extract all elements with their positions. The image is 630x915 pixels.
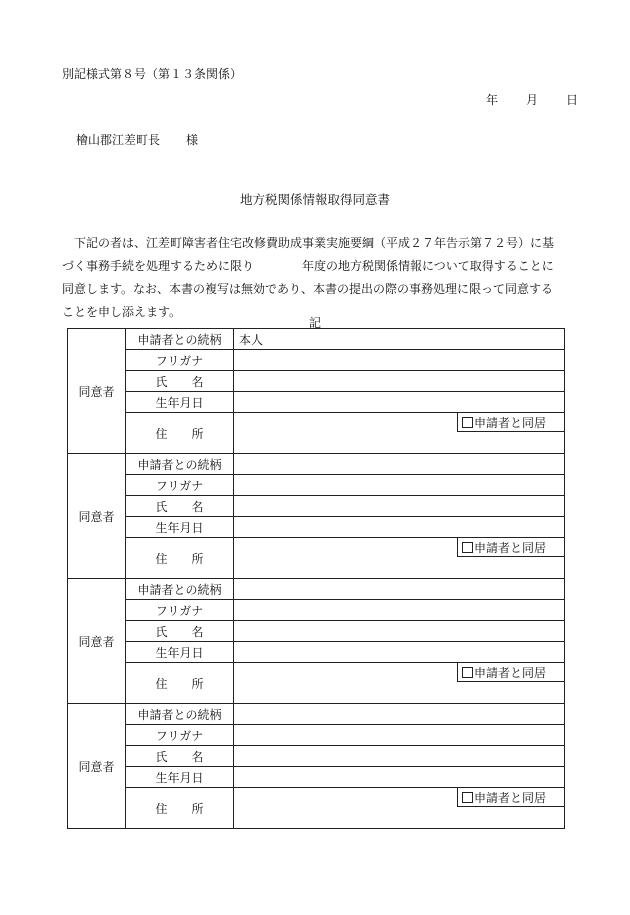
furigana-field[interactable] (234, 725, 565, 746)
consenter-group-label: 同意者 (68, 454, 126, 579)
cohabit-checkbox-field[interactable] (457, 412, 565, 432)
body-line: づく事務手続を処理するために限り 年度の地方税関係情報について取得することに (62, 259, 554, 273)
consenter-group-label: 同意者 (68, 704, 126, 829)
name-label: 氏 名 (126, 496, 234, 517)
relation-value: 本人 (239, 332, 264, 347)
consent-row-relation (68, 329, 565, 350)
date-month-label: 月 (526, 93, 539, 107)
form-number: 別記様式第８号（第１３条関係） (62, 67, 243, 81)
name-field[interactable] (234, 371, 565, 392)
consent-row-birthdate (68, 517, 565, 538)
furigana-field[interactable] (234, 475, 565, 496)
body-line: ことを申し添えます。 (62, 305, 182, 319)
date-year-label: 年 (486, 93, 499, 107)
birthdate-label: 生年月日 (126, 767, 234, 788)
addressee (76, 131, 198, 148)
furigana-label: フリガナ (126, 600, 234, 621)
relation-field[interactable] (234, 329, 565, 350)
relation-label: 申請者との続柄 (126, 329, 234, 350)
name-field[interactable] (234, 496, 565, 517)
address-field[interactable] (234, 788, 565, 829)
cohabit-checkbox-field[interactable] (457, 537, 565, 557)
date-day-label: 日 (566, 93, 579, 107)
furigana-label: フリガナ (126, 725, 234, 746)
consenter-group-label: 同意者 (68, 329, 126, 454)
relation-field[interactable] (234, 454, 565, 475)
relation-label: 申請者との続柄 (126, 704, 234, 725)
consent-row-furigana (68, 725, 565, 746)
consent-row-furigana (68, 600, 565, 621)
date-line (486, 91, 578, 108)
body-line: 下記の者は、江差町障害者住宅改修費助成事業実施要綱（平成２７年告示第７２号）に基 (62, 236, 555, 250)
consent-row-relation (68, 704, 565, 725)
relation-label: 申請者との続柄 (126, 579, 234, 600)
address-label: 住 所 (126, 788, 234, 829)
consent-row-birthdate (68, 642, 565, 663)
consent-row-furigana (68, 350, 565, 371)
furigana-field[interactable] (234, 350, 565, 371)
cohabit-label: 申請者と同居 (474, 416, 547, 430)
address-field[interactable] (234, 538, 565, 579)
consent-row-birthdate (68, 392, 565, 413)
checkbox-icon[interactable] (462, 542, 473, 553)
address-label: 住 所 (126, 413, 234, 454)
consent-row-birthdate (68, 767, 565, 788)
address-field[interactable] (234, 413, 565, 454)
consent-row-furigana (68, 475, 565, 496)
consent-row-relation (68, 454, 565, 475)
consent-row-name (68, 621, 565, 642)
birthdate-label: 生年月日 (126, 392, 234, 413)
consent-row-name (68, 746, 565, 767)
name-label: 氏 名 (126, 371, 234, 392)
birthdate-field[interactable] (234, 767, 565, 788)
consent-row-address (68, 538, 565, 579)
consent-table-body (68, 329, 565, 829)
name-field[interactable] (234, 621, 565, 642)
checkbox-icon[interactable] (462, 792, 473, 803)
address-label: 住 所 (126, 663, 234, 704)
cohabit-label: 申請者と同居 (474, 666, 547, 680)
birthdate-field[interactable] (234, 392, 565, 413)
consent-row-relation (68, 579, 565, 600)
addressee-name: 檜山郡江差町長 (76, 133, 161, 147)
address-field[interactable] (234, 663, 565, 704)
cohabit-label: 申請者と同居 (474, 541, 547, 555)
addressee-honorific: 様 (186, 133, 199, 147)
name-field[interactable] (234, 746, 565, 767)
document-title: 地方税関係情報取得同意書 (239, 192, 390, 207)
body-line: 同意します。なお、本書の複写は無効であり、本書の提出の際の事務処理に限って同意する (62, 282, 554, 296)
consent-row-address (68, 663, 565, 704)
body-text (62, 232, 580, 324)
checkbox-icon[interactable] (462, 667, 473, 678)
address-label: 住 所 (126, 538, 234, 579)
consent-row-name (68, 496, 565, 517)
furigana-label: フリガナ (126, 350, 234, 371)
cohabit-label: 申請者と同居 (474, 791, 547, 805)
relation-field[interactable] (234, 704, 565, 725)
name-label: 氏 名 (126, 746, 234, 767)
birthdate-field[interactable] (234, 642, 565, 663)
relation-label: 申請者との続柄 (126, 454, 234, 475)
birthdate-label: 生年月日 (126, 642, 234, 663)
consent-table (67, 328, 565, 829)
relation-field[interactable] (234, 579, 565, 600)
consent-row-address (68, 413, 565, 454)
name-label: 氏 名 (126, 621, 234, 642)
consent-row-address (68, 788, 565, 829)
furigana-field[interactable] (234, 600, 565, 621)
cohabit-checkbox-field[interactable] (457, 787, 565, 807)
ki-heading: 記 (308, 316, 321, 330)
consent-row-name (68, 371, 565, 392)
cohabit-checkbox-field[interactable] (457, 662, 565, 682)
consenter-group-label: 同意者 (68, 579, 126, 704)
birthdate-label: 生年月日 (126, 517, 234, 538)
birthdate-field[interactable] (234, 517, 565, 538)
checkbox-icon[interactable] (462, 417, 473, 428)
furigana-label: フリガナ (126, 475, 234, 496)
